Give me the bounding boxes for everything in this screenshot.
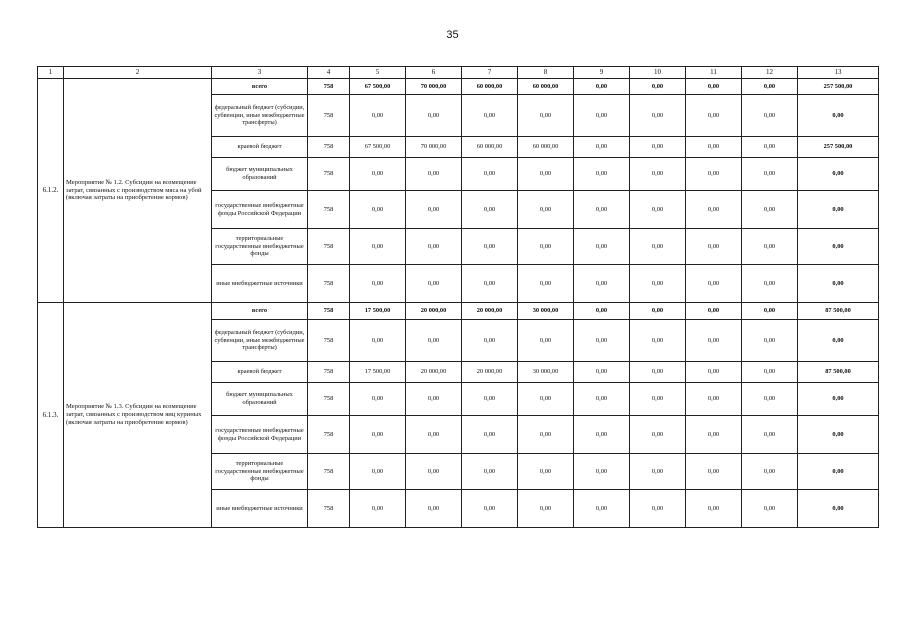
year-value: 0,00: [630, 95, 686, 137]
year-value: 0,00: [742, 158, 798, 191]
kbk-code: 758: [308, 362, 350, 383]
total-value: 0,00: [798, 229, 879, 265]
year-value: 0,00: [630, 383, 686, 416]
year-value: 0,00: [574, 95, 630, 137]
year-value: 0,00: [574, 137, 630, 158]
year-value: 0,00: [686, 303, 742, 320]
year-value: 0,00: [462, 416, 518, 454]
funding-source: иные внебюджетные источники: [212, 490, 308, 528]
year-value: 0,00: [518, 158, 574, 191]
measure-code: 6.1.2.: [38, 79, 64, 303]
year-value: 0,00: [518, 265, 574, 303]
kbk-code: 758: [308, 383, 350, 416]
year-value: 0,00: [350, 95, 406, 137]
year-value: 0,00: [350, 229, 406, 265]
header-cell: 4: [308, 67, 350, 79]
year-value: 0,00: [630, 416, 686, 454]
year-value: 0,00: [686, 95, 742, 137]
page-number: 35: [446, 29, 459, 41]
year-value: 0,00: [686, 191, 742, 229]
kbk-code: 758: [308, 95, 350, 137]
year-value: 60 000,00: [462, 79, 518, 95]
funding-source: территориальные государственные внебюджетные фонды: [212, 229, 308, 265]
year-value: 0,00: [630, 137, 686, 158]
header-cell: 6: [406, 67, 462, 79]
year-value: 0,00: [574, 362, 630, 383]
year-value: 0,00: [406, 416, 462, 454]
year-value: 0,00: [686, 265, 742, 303]
year-value: 0,00: [574, 265, 630, 303]
year-value: 0,00: [630, 265, 686, 303]
funding-source: федеральный бюджет (субсидии, субвенции, иные межбюджетные трансферты): [212, 95, 308, 137]
year-value: 0,00: [574, 454, 630, 490]
year-value: 0,00: [742, 416, 798, 454]
total-value: 0,00: [798, 490, 879, 528]
year-value: 0,00: [742, 454, 798, 490]
funding-source: всего: [212, 303, 308, 320]
funding-source: бюджет муниципальных образований: [212, 383, 308, 416]
funding-source: бюджет муниципальных образований: [212, 158, 308, 191]
year-value: 0,00: [574, 490, 630, 528]
year-value: 0,00: [686, 229, 742, 265]
year-value: 0,00: [462, 158, 518, 191]
year-value: 0,00: [742, 229, 798, 265]
header-cell: 13: [798, 67, 879, 79]
kbk-code: 758: [308, 454, 350, 490]
year-value: 0,00: [350, 383, 406, 416]
year-value: 0,00: [462, 490, 518, 528]
year-value: 0,00: [462, 191, 518, 229]
year-value: 0,00: [574, 383, 630, 416]
measure-name: Мероприятие № 1.3. Субсидии на возмещение затрат, связанных с производством яиц куриных (включая затраты на приобретение кормов): [64, 303, 212, 528]
year-value: 0,00: [574, 416, 630, 454]
year-value: 0,00: [406, 229, 462, 265]
total-value: 0,00: [798, 320, 879, 362]
header-cell: 11: [686, 67, 742, 79]
kbk-code: 758: [308, 191, 350, 229]
year-value: 0,00: [630, 362, 686, 383]
year-value: 0,00: [350, 490, 406, 528]
total-value: 0,00: [798, 454, 879, 490]
header-cell: 2: [64, 67, 212, 79]
year-value: 67 500,00: [350, 79, 406, 95]
year-value: 0,00: [518, 320, 574, 362]
year-value: 0,00: [742, 320, 798, 362]
year-value: 0,00: [686, 320, 742, 362]
kbk-code: 758: [308, 416, 350, 454]
year-value: 17 500,00: [350, 303, 406, 320]
year-value: 30 000,00: [518, 362, 574, 383]
year-value: 0,00: [630, 191, 686, 229]
total-value: 257 500,00: [798, 79, 879, 95]
funding-source: государственные внебюджетные фонды Российской Федерации: [212, 191, 308, 229]
header-cell: 12: [742, 67, 798, 79]
header-row: [38, 67, 879, 79]
year-value: 0,00: [630, 79, 686, 95]
year-value: 0,00: [742, 265, 798, 303]
header-cell: 1: [38, 67, 64, 79]
year-value: 0,00: [518, 416, 574, 454]
year-value: 70 000,00: [406, 79, 462, 95]
kbk-code: 758: [308, 79, 350, 95]
year-value: 0,00: [406, 383, 462, 416]
year-value: 0,00: [686, 137, 742, 158]
year-value: 0,00: [742, 79, 798, 95]
kbk-code: 758: [308, 137, 350, 158]
year-value: 0,00: [518, 191, 574, 229]
year-value: 30 000,00: [518, 303, 574, 320]
year-value: 0,00: [406, 191, 462, 229]
year-value: 60 000,00: [518, 79, 574, 95]
year-value: 0,00: [742, 303, 798, 320]
year-value: 0,00: [518, 490, 574, 528]
year-value: 0,00: [742, 383, 798, 416]
year-value: 0,00: [406, 490, 462, 528]
year-value: 0,00: [630, 490, 686, 528]
year-value: 0,00: [518, 383, 574, 416]
year-value: 0,00: [574, 158, 630, 191]
year-value: 0,00: [406, 158, 462, 191]
kbk-code: 758: [308, 265, 350, 303]
year-value: 60 000,00: [518, 137, 574, 158]
kbk-code: 758: [308, 303, 350, 320]
year-value: 0,00: [630, 454, 686, 490]
table-body: [38, 67, 879, 528]
year-value: 0,00: [630, 158, 686, 191]
year-value: 70 000,00: [406, 137, 462, 158]
total-value: 0,00: [798, 158, 879, 191]
year-value: 0,00: [742, 95, 798, 137]
year-value: 0,00: [350, 191, 406, 229]
total-value: 0,00: [798, 416, 879, 454]
year-value: 0,00: [350, 320, 406, 362]
total-value: 0,00: [798, 265, 879, 303]
measure-code: 6.1.3.: [38, 303, 64, 528]
header-cell: 8: [518, 67, 574, 79]
year-value: 20 000,00: [462, 362, 518, 383]
year-value: 0,00: [686, 490, 742, 528]
total-value: 87 500,00: [798, 362, 879, 383]
year-value: 0,00: [742, 490, 798, 528]
year-value: 60 000,00: [462, 137, 518, 158]
year-value: 0,00: [574, 303, 630, 320]
year-value: 0,00: [406, 95, 462, 137]
total-value: 87 500,00: [798, 303, 879, 320]
year-value: 20 000,00: [406, 303, 462, 320]
year-value: 0,00: [518, 454, 574, 490]
header-cell: 9: [574, 67, 630, 79]
year-value: 17 500,00: [350, 362, 406, 383]
year-value: 0,00: [406, 454, 462, 490]
kbk-code: 758: [308, 320, 350, 362]
funding-source: иные внебюджетные источники: [212, 265, 308, 303]
year-value: 0,00: [574, 79, 630, 95]
header-cell: 10: [630, 67, 686, 79]
year-value: 0,00: [686, 454, 742, 490]
total-value: 0,00: [798, 95, 879, 137]
year-value: 0,00: [462, 229, 518, 265]
funding-source: краевой бюджет: [212, 362, 308, 383]
funding-source: всего: [212, 79, 308, 95]
table-row: [38, 79, 879, 95]
year-value: 0,00: [462, 383, 518, 416]
year-value: 0,00: [574, 320, 630, 362]
funding-source: федеральный бюджет (субсидии, субвенции, иные межбюджетные трансферты): [212, 320, 308, 362]
year-value: 0,00: [406, 265, 462, 303]
year-value: 0,00: [462, 454, 518, 490]
measure-name: Мероприятие № 1.2. Субсидии на возмещение затрат, связанных с производством мяса на убой (включая затраты на приобретение кормов): [64, 79, 212, 303]
funding-source: территориальные государственные внебюджетные фонды: [212, 454, 308, 490]
total-value: 0,00: [798, 191, 879, 229]
year-value: 0,00: [686, 79, 742, 95]
year-value: 0,00: [406, 320, 462, 362]
year-value: 0,00: [630, 303, 686, 320]
year-value: 0,00: [350, 416, 406, 454]
header-cell: 5: [350, 67, 406, 79]
year-value: 0,00: [350, 454, 406, 490]
kbk-code: 758: [308, 158, 350, 191]
total-value: 257 500,00: [798, 137, 879, 158]
year-value: 67 500,00: [350, 137, 406, 158]
funding-source: краевой бюджет: [212, 137, 308, 158]
year-value: 0,00: [462, 320, 518, 362]
year-value: 0,00: [574, 191, 630, 229]
header-cell: 7: [462, 67, 518, 79]
year-value: 0,00: [630, 229, 686, 265]
year-value: 0,00: [742, 191, 798, 229]
header-cell: 3: [212, 67, 308, 79]
year-value: 0,00: [518, 229, 574, 265]
budget-table: [37, 66, 879, 528]
year-value: 0,00: [462, 265, 518, 303]
year-value: 0,00: [686, 416, 742, 454]
year-value: 0,00: [630, 320, 686, 362]
year-value: 0,00: [574, 229, 630, 265]
year-value: 0,00: [742, 362, 798, 383]
year-value: 0,00: [686, 383, 742, 416]
total-value: 0,00: [798, 383, 879, 416]
kbk-code: 758: [308, 229, 350, 265]
year-value: 20 000,00: [406, 362, 462, 383]
kbk-code: 758: [308, 490, 350, 528]
year-value: 0,00: [686, 158, 742, 191]
year-value: 0,00: [350, 158, 406, 191]
table-row: [38, 303, 879, 320]
year-value: 0,00: [742, 137, 798, 158]
year-value: 0,00: [350, 265, 406, 303]
year-value: 0,00: [518, 95, 574, 137]
year-value: 0,00: [462, 95, 518, 137]
year-value: 0,00: [686, 362, 742, 383]
year-value: 20 000,00: [462, 303, 518, 320]
funding-source: государственные внебюджетные фонды Российской Федерации: [212, 416, 308, 454]
